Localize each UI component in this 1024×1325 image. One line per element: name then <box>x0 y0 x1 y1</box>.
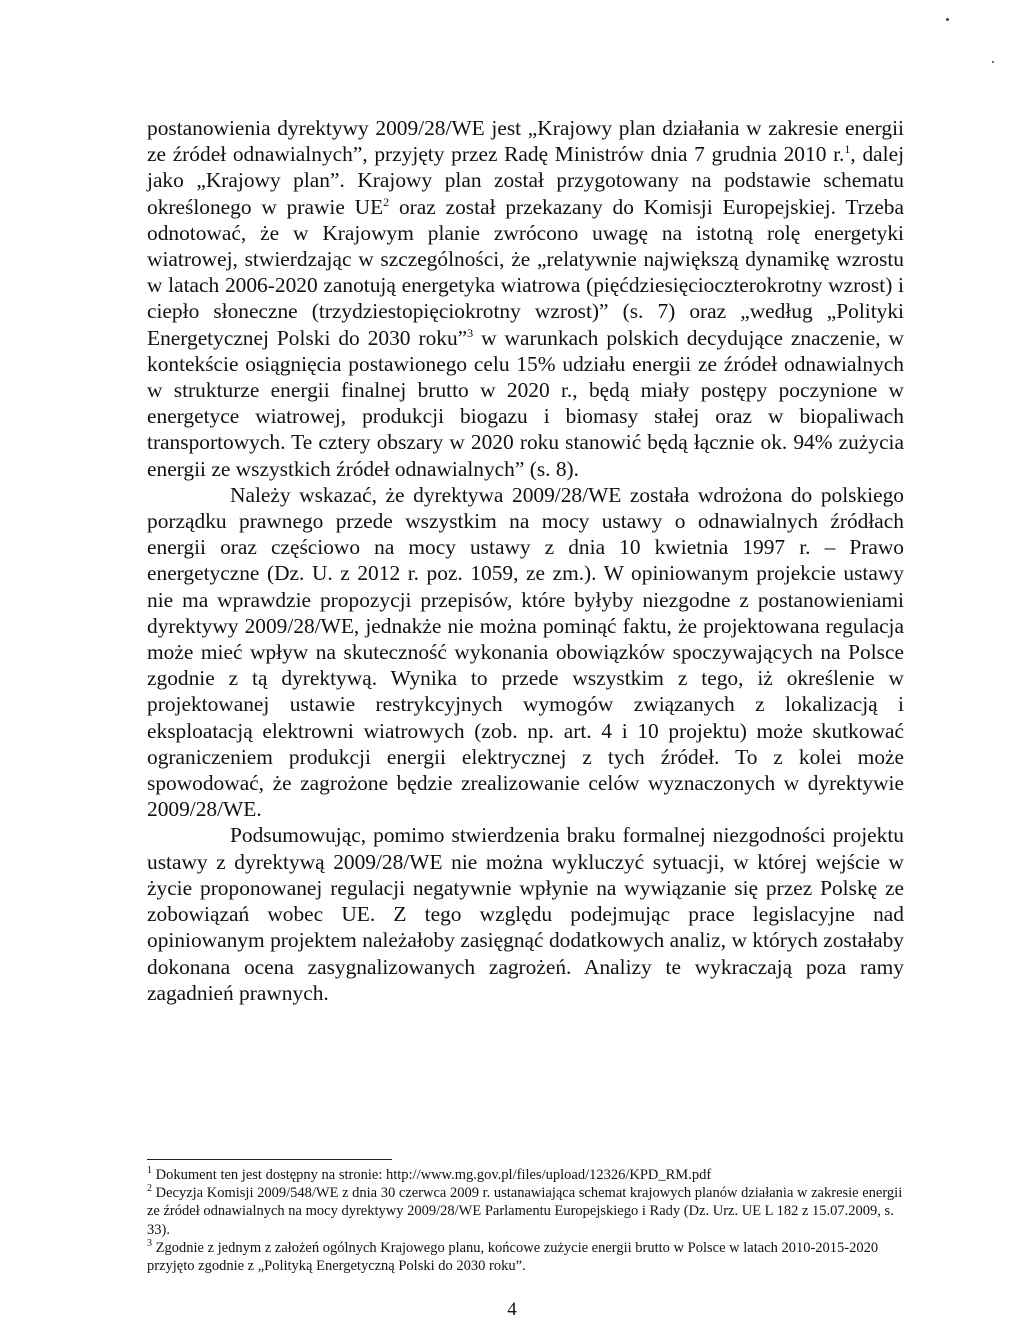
footnote-ref-1: 1 <box>844 142 851 157</box>
footnote-ref-2: 2 <box>383 194 390 209</box>
paragraph-2: Należy wskazać, że dyrektywa 2009/28/WE została wdrożona do polskiego porządku prawnego przede wszystkim na mocy ustawy o odnawialnych źródłach energii oraz częściowo na mocy ustawy z dnia 10 kwietnia 1997 r. – Prawo energetyczne (Dz. U. z 2012 r. poz. 1059, ze zm.). W opiniowanym projekcie ustawy nie ma wprawdzie propozycji przepisów, które byłyby niezgodne z postanowieniami dyrektywy 2009/28/WE, jednakże nie można pominąć faktu, że projektowana regulacja może mieć wpływ na skuteczność wykonania obowiązków spoczywających na Polsce zgodnie z tą dyrektywą. Wynika to przede wszystkim z tego, iż określenie w projektowanej ustawie restrykcyjnych wymogów związanych z lokalizacją i eksploatacją elektrowni wiatrowych (zob. np. art. 4 i 10 projektu) może skutkować ograniczeniem produkcji energii elektrycznej z tych źródeł. To z kolei może spowodować, że zagrożone będzie zrealizowanie celów wyznaczonych w dyrektywie 2009/28/WE. <box>147 482 904 822</box>
footnote-3 <box>147 1239 904 1275</box>
footnote-3-number: 3 <box>147 1237 152 1249</box>
document-body <box>147 115 904 1006</box>
footnote-3-text: Zgodnie z jednym z założeń ogólnych Krajowego planu, końcowe zużycie energii brutto w Polsce w latach 2010-2015-2020 przyjęto zgodnie z „Polityką Energetyczną Polski do 2030 roku”. <box>147 1239 879 1275</box>
footnote-2-text: Decyzja Komisji 2009/548/WE z dnia 30 czerwca 2009 r. ustanawiająca schemat krajowych planów działania w zakresie energii ze źródeł odnawialnych na mocy dyrektywy 2009/28/WE Parlamentu Europejskiego i Rady (Dz. Urz. UE L 182 z 15.07.2009, s. 33). <box>147 1185 903 1238</box>
paragraph-3: Podsumowując, pomimo stwierdzenia braku formalnej niezgodności projektu ustawy z dyrektywą 2009/28/WE nie można wykluczyć sytuacji, w której wejście w życie proponowanej regulacji negatywnie wpłynie na wywiązanie się przez Polskę ze zobowiązań wobec UE. Z tego względu podejmując prace legislacyjne nad opiniowanym projektem należałoby zasięgnąć dodatkowych analiz, w których zostałaby dokonana ocena zasygnalizowanych zagrożeń. Analizy te wykraczają poza ramy zagadnień prawnych. <box>147 823 904 1005</box>
footnote-1-text: Dokument ten jest dostępny na stronie: http://www.mg.gov.pl/files/upload/12326/KPD_RM.pdf <box>155 1167 712 1183</box>
paragraph-1-part-2: , dalej jako „Krajowy plan”. Krajowy plan został przygotowany na podstawie schematu określonego w prawie UE <box>147 142 905 219</box>
paragraph-1-part-4: w warunkach polskich decydujące znaczenie, w kontekście osiągnięcia postawionego celu 15% udziału energii ze źródeł odnawialnych w strukturze energii finalnej brutto w 2020 r., będą miały postępy poczynione w energetyce wiatrowej, produkcji biogazu i biomasy stałej oraz w biopaliwach transportowych. Te cztery obszary w 2020 roku stanowić będą łącznie ok. 94% zużycia energii ze wszystkich źródeł odnawialnych” (s. 8). <box>147 325 904 481</box>
paragraph-1-part-1: postanowienia dyrektywy 2009/28/WE jest „Krajowy plan działania w zakresie energii ze źródeł odnawialnych”, przyjęty przez Radę Ministrów dnia 7 grudnia 2010 r. <box>147 116 904 167</box>
footnote-2-number: 2 <box>147 1183 152 1195</box>
scan-speck <box>946 18 949 21</box>
footnote-separator <box>147 1159 392 1160</box>
paragraph-1 <box>147 115 904 482</box>
footnote-1-number: 1 <box>147 1165 152 1177</box>
scan-speck <box>992 61 994 63</box>
paragraph-1-part-3: oraz został przekazany do Komisji Europejskiej. Trzeba odnotować, że w Krajowym planie zwrócono uwagę na istotną rolę energetyki wiatrowej, stwierdzając w szczególności, że „relatywnie największą dynamikę wzrostu w latach 2006-2020 zanotują energetyka wiatrowa (pięćdziesięcioczterokrotny wzrost) i ciepło słoneczne (trzydziestopięciokrotny wzrost)” (s. 7) oraz „według „Polityki Energetycznej Polski do 2030 roku” <box>147 194 904 350</box>
footnote-2 <box>147 1184 904 1239</box>
footnotes-section <box>147 1159 904 1275</box>
footnote-ref-3: 3 <box>467 325 474 340</box>
page-number: 4 <box>507 1299 517 1320</box>
footnote-1 <box>147 1166 904 1184</box>
